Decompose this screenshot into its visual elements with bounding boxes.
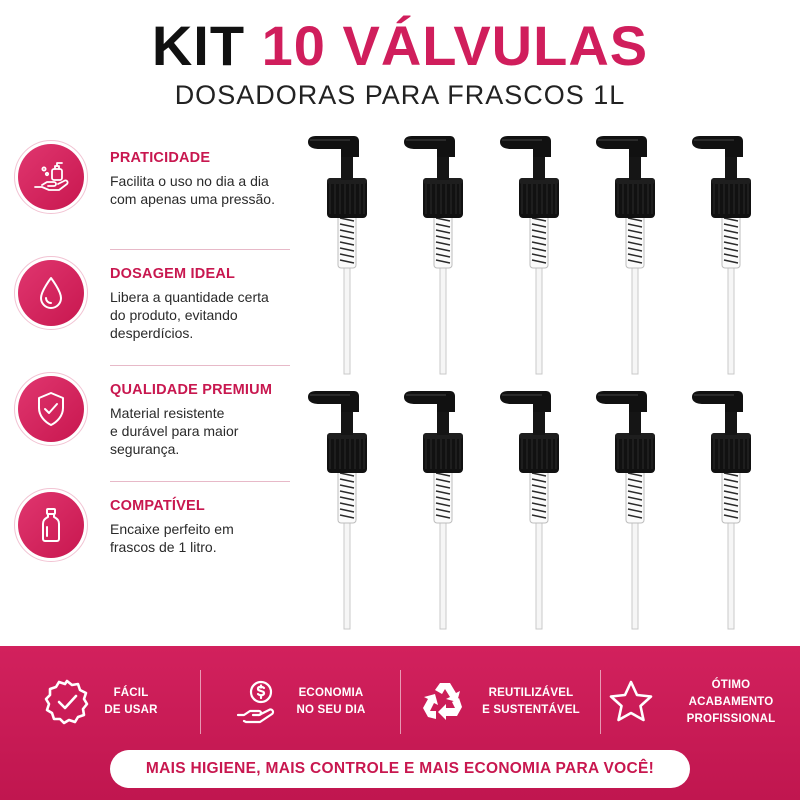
pump-valve-image	[684, 385, 779, 635]
feature-item	[18, 370, 290, 486]
benefit-item	[200, 662, 400, 742]
star-icon	[606, 677, 656, 727]
feature-desc: Facilita o uso no dia a dia com apenas uma pressão.	[110, 173, 275, 207]
pump-valve	[684, 385, 779, 635]
benefit-label: ECONOMIA NO SEU DIA	[296, 687, 366, 716]
benefit-item	[400, 662, 600, 742]
pump-valve-image	[300, 130, 395, 380]
pump-valve	[684, 130, 779, 380]
title-accent: 10 VÁLVULAS	[261, 14, 649, 77]
benefit-item	[600, 662, 800, 742]
feature-title: PRATICIDADE	[110, 150, 211, 166]
drop-icon	[31, 273, 71, 313]
feature-badge	[18, 260, 84, 326]
pump-valve	[300, 385, 395, 635]
pump-valve-image	[396, 130, 491, 380]
pump-valve-image	[588, 130, 683, 380]
check-badge-icon	[42, 677, 92, 727]
bottle-icon	[31, 505, 71, 545]
pump-valve-image	[396, 385, 491, 635]
feature-desc: Encaixe perfeito em frascos de 1 litro.	[110, 521, 234, 555]
pump-valve-image	[684, 130, 779, 380]
recycle-icon	[420, 677, 470, 727]
feature-badge	[18, 376, 84, 442]
feature-title: DOSAGEM IDEAL	[110, 266, 236, 282]
feature-item	[18, 254, 290, 370]
shield-check-icon	[31, 389, 71, 429]
pump-valve	[588, 130, 683, 380]
pump-valve	[300, 130, 395, 380]
features-list	[18, 138, 290, 602]
pump-valve	[396, 385, 491, 635]
pump-valve	[588, 385, 683, 635]
pump-valve-image	[492, 130, 587, 380]
cta-pill	[110, 750, 690, 788]
divider	[110, 249, 290, 250]
hand-soap-icon	[31, 157, 71, 197]
pump-grid	[300, 130, 790, 630]
pump-valve-image	[588, 385, 683, 635]
header	[0, 14, 800, 110]
feature-item	[18, 486, 290, 602]
feature-title: QUALIDADE PREMIUM	[110, 382, 273, 398]
feature-desc: Material resistente e durável para maior segurança.	[110, 405, 239, 457]
cta-text: MAIS HIGIENE, MAIS CONTROLE E MAIS ECONOMIA PARA VOCÊ!	[145, 760, 655, 777]
money-hand-icon	[234, 677, 284, 727]
divider	[110, 365, 290, 366]
feature-desc: Libera a quantidade certa do produto, evitando desperdícios.	[110, 289, 269, 341]
benefit-label: REUTILIZÁVEL E SUSTENTÁVEL	[482, 687, 580, 716]
feature-item	[18, 138, 290, 254]
benefit-label: ÓTIMO ACABAMENTO PROFISSIONAL	[686, 678, 776, 725]
feature-title: COMPATÍVEL	[110, 498, 205, 514]
feature-badge	[18, 144, 84, 210]
pump-valve-image	[492, 385, 587, 635]
benefit-item	[0, 662, 200, 742]
pump-valve	[492, 130, 587, 380]
divider	[110, 481, 290, 482]
benefit-label: FÁCIL DE USAR	[104, 687, 158, 716]
benefits-row	[0, 662, 800, 742]
pump-valve-image	[300, 385, 395, 635]
page-subtitle: DOSADORAS PARA FRASCOS 1L	[174, 80, 626, 110]
pump-valve	[492, 385, 587, 635]
title-kit: KIT	[151, 14, 246, 77]
page-title	[0, 14, 800, 78]
pump-valve	[396, 130, 491, 380]
benefits-banner	[0, 646, 800, 800]
feature-badge	[18, 492, 84, 558]
